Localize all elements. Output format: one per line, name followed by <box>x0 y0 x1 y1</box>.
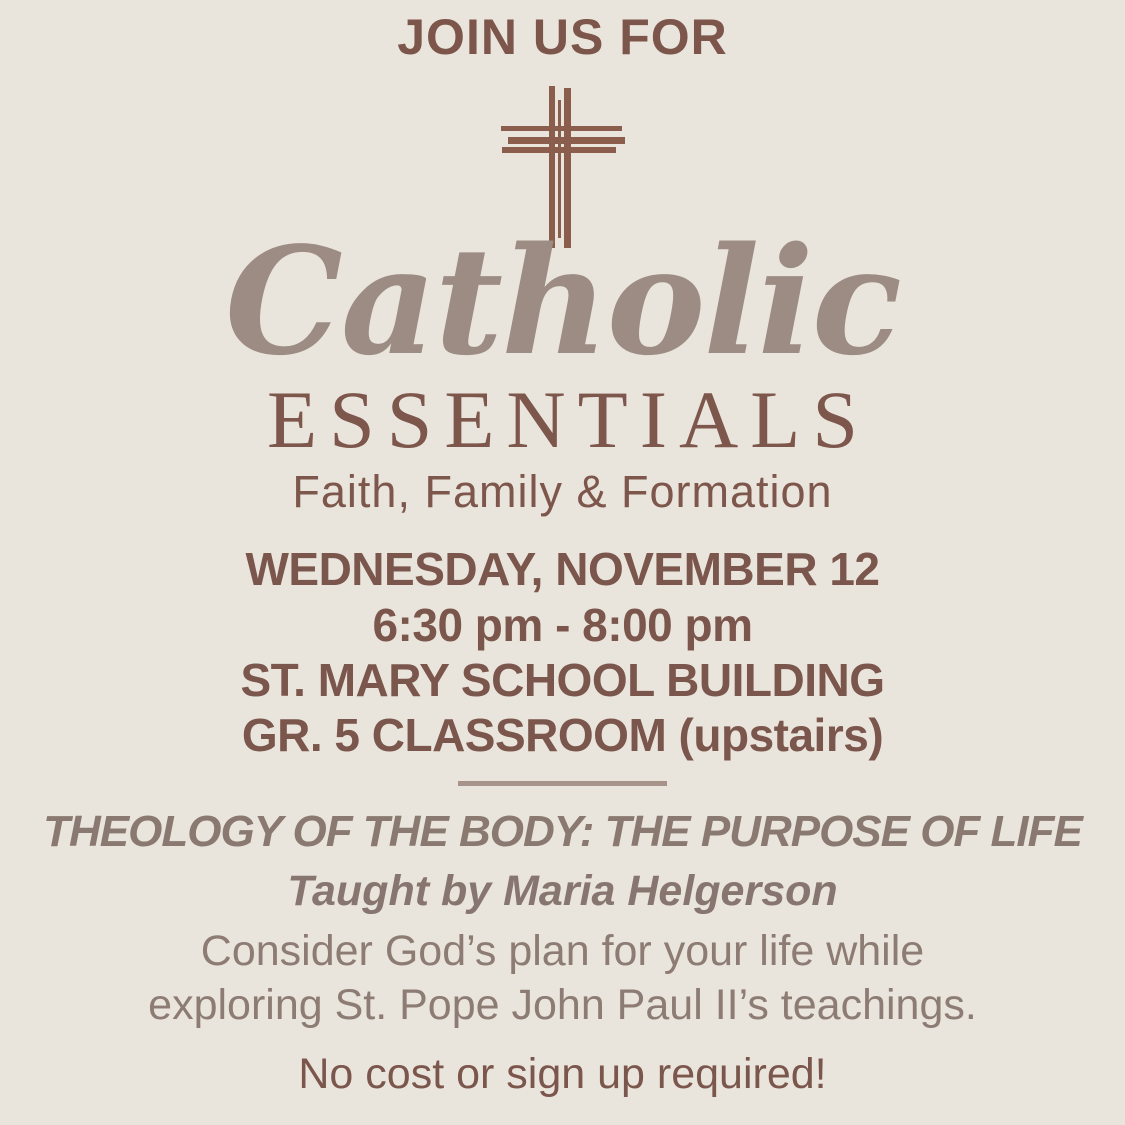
event-time: 6:30 pm - 8:00 pm <box>372 598 753 651</box>
tagline: Faith, Family & Formation <box>292 466 833 518</box>
session-description <box>0 925 1125 1033</box>
description-line-2: exploring St. Pope John Paul II’s teachings. <box>148 980 977 1029</box>
description-line-1: Consider God’s plan for your life while <box>200 927 925 976</box>
join-heading: JOIN US FOR <box>397 9 728 65</box>
session-instructor: Taught by Maria Helgerson <box>287 867 838 916</box>
session-topic: THEOLOGY OF THE BODY: THE PURPOSE OF LIFE <box>43 807 1082 857</box>
footer-note: No cost or sign up required! <box>298 1049 827 1098</box>
event-details <box>0 542 1125 763</box>
section-divider <box>458 781 667 786</box>
event-room: GR. 5 CLASSROOM (upstairs) <box>241 708 884 761</box>
event-location: ST. MARY SCHOOL BUILDING <box>240 653 885 706</box>
event-date: WEDNESDAY, NOVEMBER 12 <box>245 543 880 596</box>
main-title-essentials: ESSENTIALS <box>267 374 870 466</box>
script-title-catholic: Catholic <box>225 214 900 388</box>
